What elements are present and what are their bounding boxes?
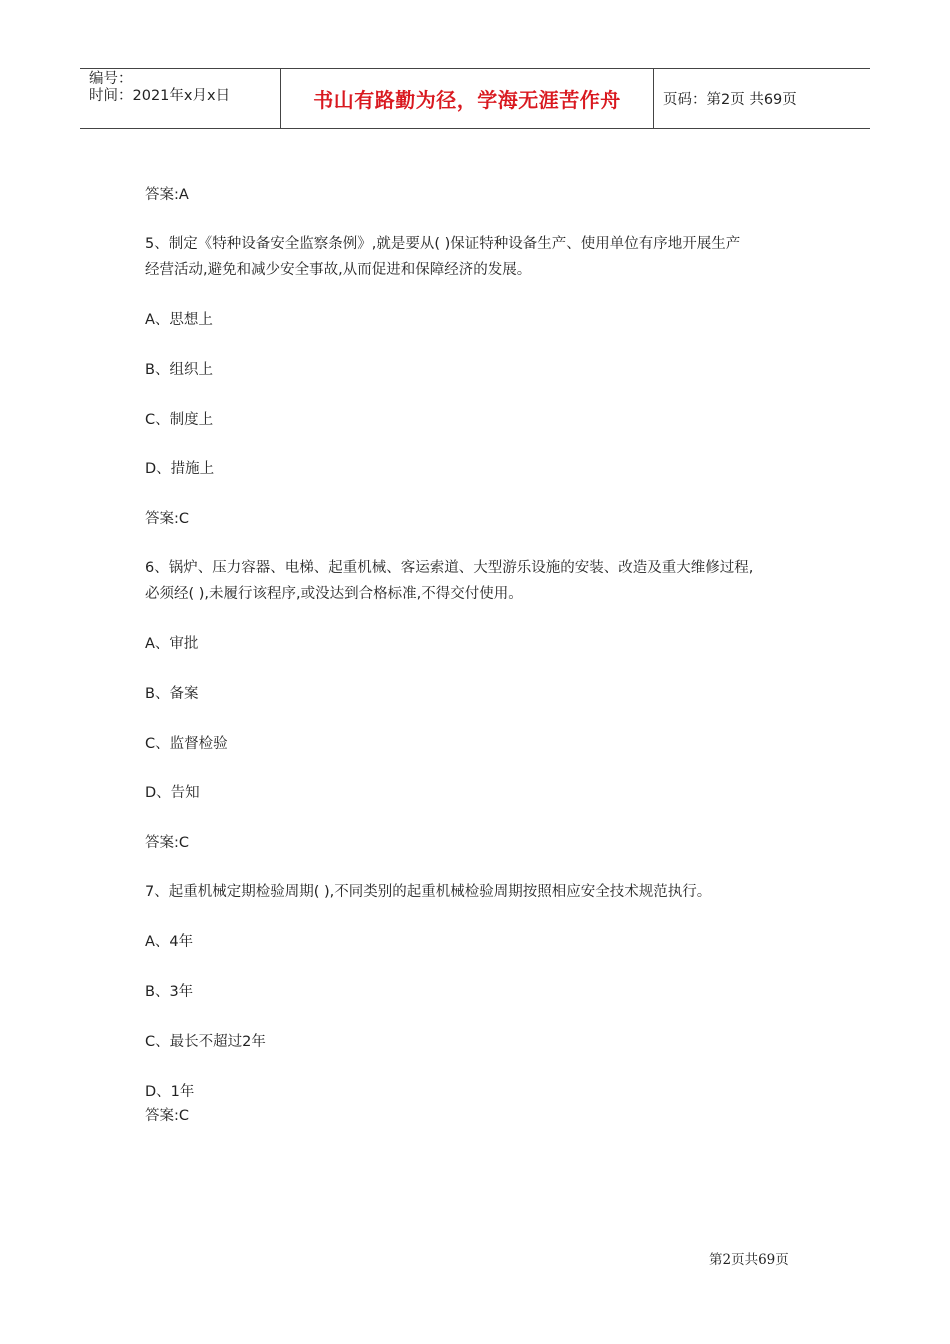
header-table xyxy=(80,68,870,129)
question-5-option-c: C、制度上 xyxy=(145,412,214,428)
question-6-text-line-2: 必须经( ),未履行该程序,或没达到合格标准,不得交付使用。 xyxy=(145,586,523,602)
question-6-answer: 答案:C xyxy=(145,835,190,851)
question-7-option-b: B、3年 xyxy=(145,984,194,1000)
previous-answer: 答案:A xyxy=(145,187,189,203)
question-5-option-d: D、措施上 xyxy=(145,461,215,477)
question-6-option-c: C、监督检验 xyxy=(145,736,228,752)
serial-number-label: 编号： xyxy=(89,71,133,87)
question-7-option-d: D、1年 xyxy=(145,1084,195,1100)
question-5-text-line-1: 5、制定《特种设备安全监察条例》,就是要从( )保证特种设备生产、使用单位有序地开展生产 xyxy=(145,236,741,252)
question-5-option-a: A、思想上 xyxy=(145,312,213,328)
page-number-label: 页码：第2页 共69页 xyxy=(663,92,797,108)
time-label: 时间：2021年x月x日 xyxy=(89,88,231,104)
question-6-option-d: D、告知 xyxy=(145,785,200,801)
question-7-answer: 答案:C xyxy=(145,1108,190,1124)
question-5-answer: 答案:C xyxy=(145,511,190,527)
question-6-text-line-1: 6、锅炉、压力容器、电梯、起重机械、客运索道、大型游乐设施的安装、改造及重大维修过程, xyxy=(145,560,754,576)
question-5-text-line-2: 经营活动,避免和减少安全事故,从而促进和保障经济的发展。 xyxy=(145,262,532,278)
header-motto-cell xyxy=(281,69,654,128)
motto-text: 书山有路勤为径，学海无涯苦作舟 xyxy=(313,88,621,112)
question-5-option-b: B、组织上 xyxy=(145,362,213,378)
question-7-option-a: A、4年 xyxy=(145,934,194,950)
header-info-cell xyxy=(80,69,281,128)
question-7-text: 7、起重机械定期检验周期( ),不同类别的起重机械检验周期按照相应安全技术规范执行。 xyxy=(145,884,712,900)
footer-page-number: 第2页共69页 xyxy=(709,1252,789,1268)
question-6-option-a: A、审批 xyxy=(145,636,199,652)
question-6-option-b: B、备案 xyxy=(145,686,199,702)
header-page-cell xyxy=(654,69,870,128)
question-7-option-c: C、最长不超过2年 xyxy=(145,1034,266,1050)
